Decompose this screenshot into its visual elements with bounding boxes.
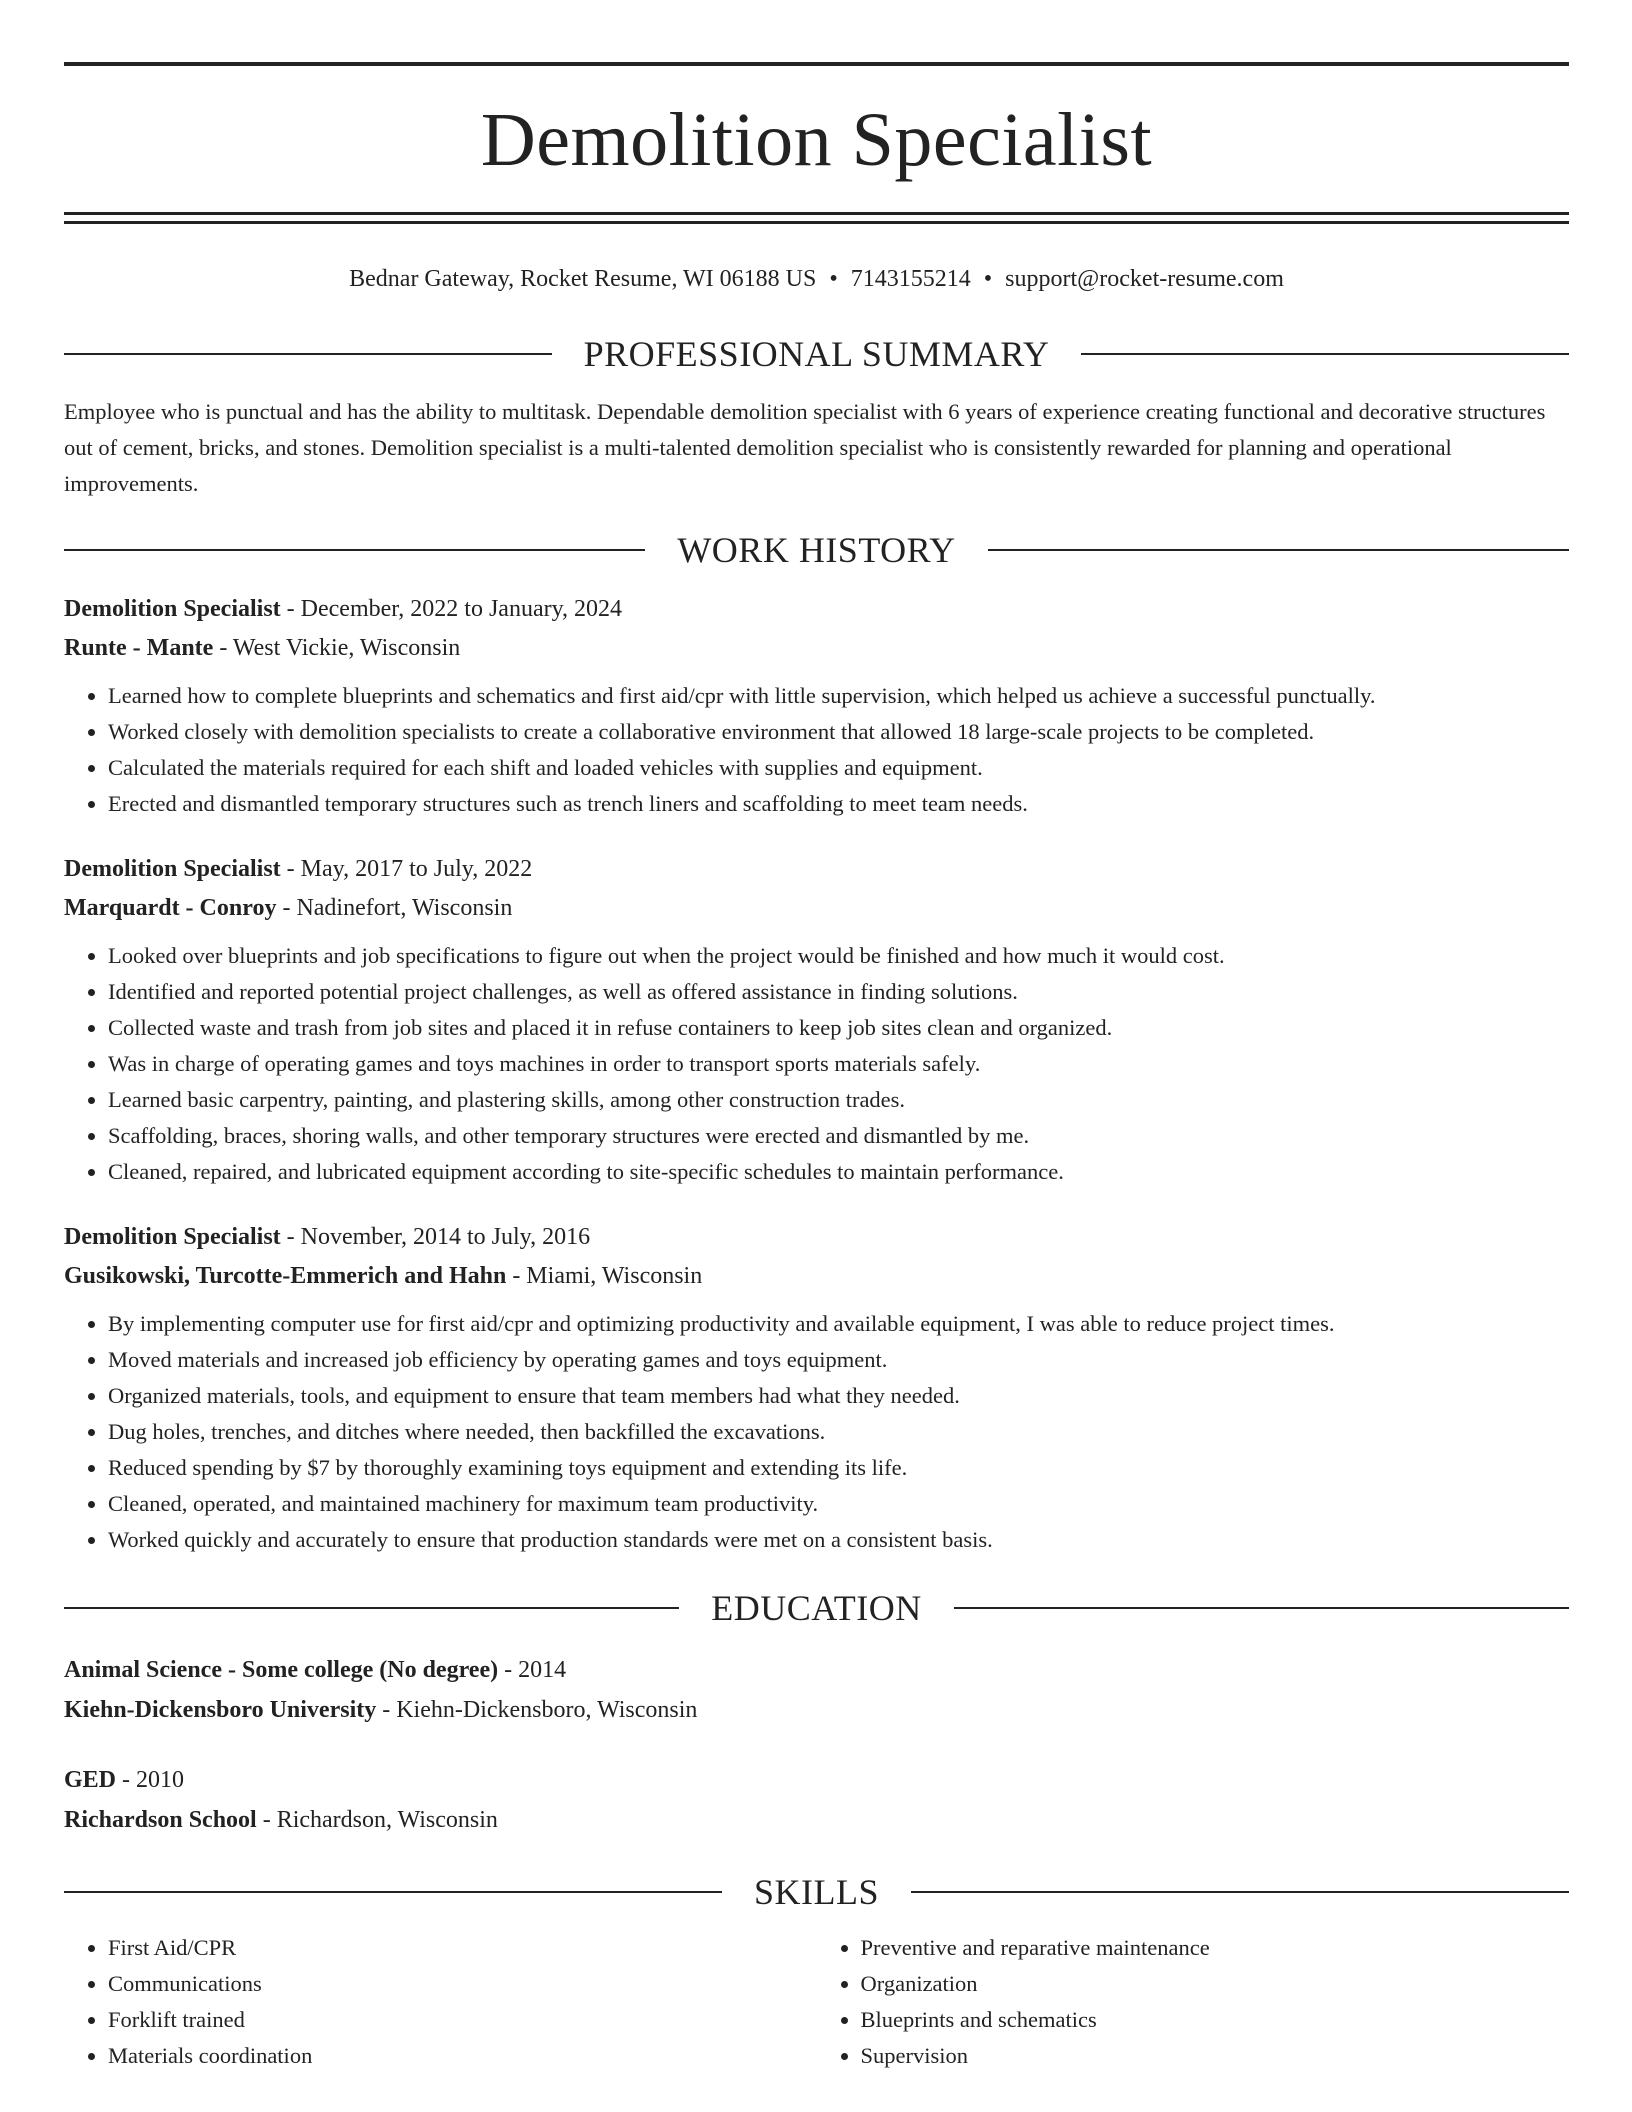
contact-address: Bednar Gateway, Rocket Resume, WI 06188 US	[349, 266, 817, 292]
job-bullet: • Cleaned, repaired, and lubricated equipment according to site-specific schedules to maintain performance.	[108, 1154, 1569, 1190]
candidate-name: Demolition Specialist	[480, 98, 1153, 182]
job-bullet: • Learned basic carpentry, painting, and plastering skills, among other construction trades.	[108, 1082, 1569, 1118]
job-bullet: • Identified and reported potential project challenges, as well as offered assistance in finding solutions.	[108, 974, 1569, 1010]
job-dates: - May, 2017 to July, 2022	[280, 856, 533, 882]
job-company-line	[64, 889, 1569, 928]
job-dates: - November, 2014 to July, 2016	[280, 1224, 591, 1250]
education-location: - Kiehn-Dickensboro, Wisconsin	[376, 1697, 698, 1723]
job-company-line	[64, 629, 1569, 668]
job-bullet: • Learned how to complete blueprints and schematics and first aid/cpr with little supervision, which helped us achieve a successful punctually.	[108, 678, 1569, 714]
skill-item: • Communications	[108, 1966, 817, 2002]
job-title-line	[64, 850, 1569, 889]
education-degree-line	[64, 1650, 1569, 1690]
skill-item: • Organization	[861, 1966, 1570, 2002]
job-title-line	[64, 590, 1569, 629]
job-company-line	[64, 1257, 1569, 1296]
work-section-heading	[64, 528, 1569, 572]
skills-columns	[64, 1930, 1569, 2074]
education-degree-line	[64, 1760, 1569, 1800]
job-dates: - December, 2022 to January, 2024	[280, 596, 623, 622]
education-entry	[64, 1650, 1569, 1730]
job-bullet: • Organized materials, tools, and equipment to ensure that team members had what they needed.	[108, 1378, 1569, 1414]
education-list	[64, 1650, 1569, 1840]
skill-item: • Preventive and reparative maintenance	[861, 1930, 1570, 1966]
skill-item: • Blueprints and schematics	[861, 2002, 1570, 2038]
job-list	[64, 590, 1569, 1558]
contact-line	[64, 264, 1569, 294]
skills-section-heading	[64, 1870, 1569, 1914]
skill-item: • Materials coordination	[108, 2038, 817, 2074]
skills-left-list	[64, 1930, 817, 2074]
job-bullet: • Scaffolding, braces, shoring walls, and other temporary structures were erected and dismantled by me.	[108, 1118, 1569, 1154]
job-company: Marquardt - Conroy	[64, 895, 277, 921]
job-bullet: • Cleaned, operated, and maintained machinery for maximum team productivity.	[108, 1486, 1569, 1522]
contact-separator: •	[983, 266, 993, 292]
job-bullets	[64, 938, 1569, 1190]
job-company: Gusikowski, Turcotte-Emmerich and Hahn	[64, 1263, 507, 1289]
education-school-line	[64, 1800, 1569, 1840]
top-rule	[64, 62, 1569, 66]
skill-item: • Supervision	[861, 2038, 1570, 2074]
contact-phone: 7143155214	[850, 266, 971, 292]
summary-section-heading	[64, 332, 1569, 376]
education-school: Kiehn-Dickensboro University	[64, 1697, 377, 1723]
job-entry	[64, 850, 1569, 1190]
job-bullet: • Looked over blueprints and job specifications to figure out when the project would be finished and how much it would cost.	[108, 938, 1569, 974]
job-entry	[64, 590, 1569, 822]
job-entry	[64, 1218, 1569, 1558]
summary-text: Employee who is punctual and has the ability to multitask. Dependable demolition specialist with 6 years of experience creating functional and decorative structures out of cement, bricks, and stones. Demolition specialist is a multi-talented demolition specialist who is consistently rewarded for planning and operational improvements.	[64, 399, 1546, 496]
job-bullet: • Worked quickly and accurately to ensure that production standards were met on a consistent basis.	[108, 1522, 1569, 1558]
skills-title: SKILLS	[754, 1872, 880, 1912]
job-bullets	[64, 1306, 1569, 1558]
job-bullets	[64, 678, 1569, 822]
job-bullet: • Was in charge of operating games and toys machines in order to transport sports materials safely.	[108, 1046, 1569, 1082]
job-bullet: • By implementing computer use for first aid/cpr and optimizing productivity and available equipment, I was able to reduce project times.	[108, 1306, 1569, 1342]
education-section-heading	[64, 1586, 1569, 1630]
job-location: - Miami, Wisconsin	[506, 1263, 703, 1289]
education-location: - Richardson, Wisconsin	[256, 1807, 498, 1833]
education-degree: Animal Science - Some college (No degree)	[64, 1657, 499, 1683]
job-bullet: • Calculated the materials required for each shift and loaded vehicles with supplies and equipment.	[108, 750, 1569, 786]
job-bullet: • Reduced spending by $7 by thoroughly examining toys equipment and extending its life.	[108, 1450, 1569, 1486]
name-double-rule	[64, 212, 1569, 224]
education-title: EDUCATION	[711, 1588, 922, 1628]
job-bullet: • Moved materials and increased job efficiency by operating games and toys equipment.	[108, 1342, 1569, 1378]
education-entry	[64, 1760, 1569, 1840]
job-title: Demolition Specialist	[64, 1224, 281, 1250]
job-title: Demolition Specialist	[64, 596, 281, 622]
job-location: - Nadinefort, Wisconsin	[276, 895, 513, 921]
contact-email: support@rocket-resume.com	[1005, 266, 1284, 292]
education-year: - 2014	[498, 1657, 567, 1683]
skill-item: • Forklift trained	[108, 2002, 817, 2038]
job-bullet: • Worked closely with demolition specialists to create a collaborative environment that allowed 18 large-scale projects to be completed.	[108, 714, 1569, 750]
education-school-line	[64, 1690, 1569, 1730]
resume-content	[64, 62, 1569, 2074]
job-title-line	[64, 1218, 1569, 1257]
job-bullet: • Erected and dismantled temporary structures such as trench liners and scaffolding to meet team needs.	[108, 786, 1569, 822]
skills-right-list	[817, 1930, 1570, 2074]
skill-item: • First Aid/CPR	[108, 1930, 817, 1966]
job-bullet: • Dug holes, trenches, and ditches where needed, then backfilled the excavations.	[108, 1414, 1569, 1450]
education-school: Richardson School	[64, 1807, 257, 1833]
work-title: WORK HISTORY	[677, 530, 956, 570]
job-bullet: • Collected waste and trash from job sites and placed it in refuse containers to keep job sites clean and organized.	[108, 1010, 1569, 1046]
education-year: - 2010	[116, 1767, 185, 1793]
job-location: - West Vickie, Wisconsin	[213, 635, 461, 661]
summary-title: PROFESSIONAL SUMMARY	[583, 334, 1050, 374]
job-company: Runte - Mante	[64, 635, 214, 661]
job-title: Demolition Specialist	[64, 856, 281, 882]
contact-separator: •	[829, 266, 838, 292]
education-degree: GED	[64, 1767, 117, 1793]
